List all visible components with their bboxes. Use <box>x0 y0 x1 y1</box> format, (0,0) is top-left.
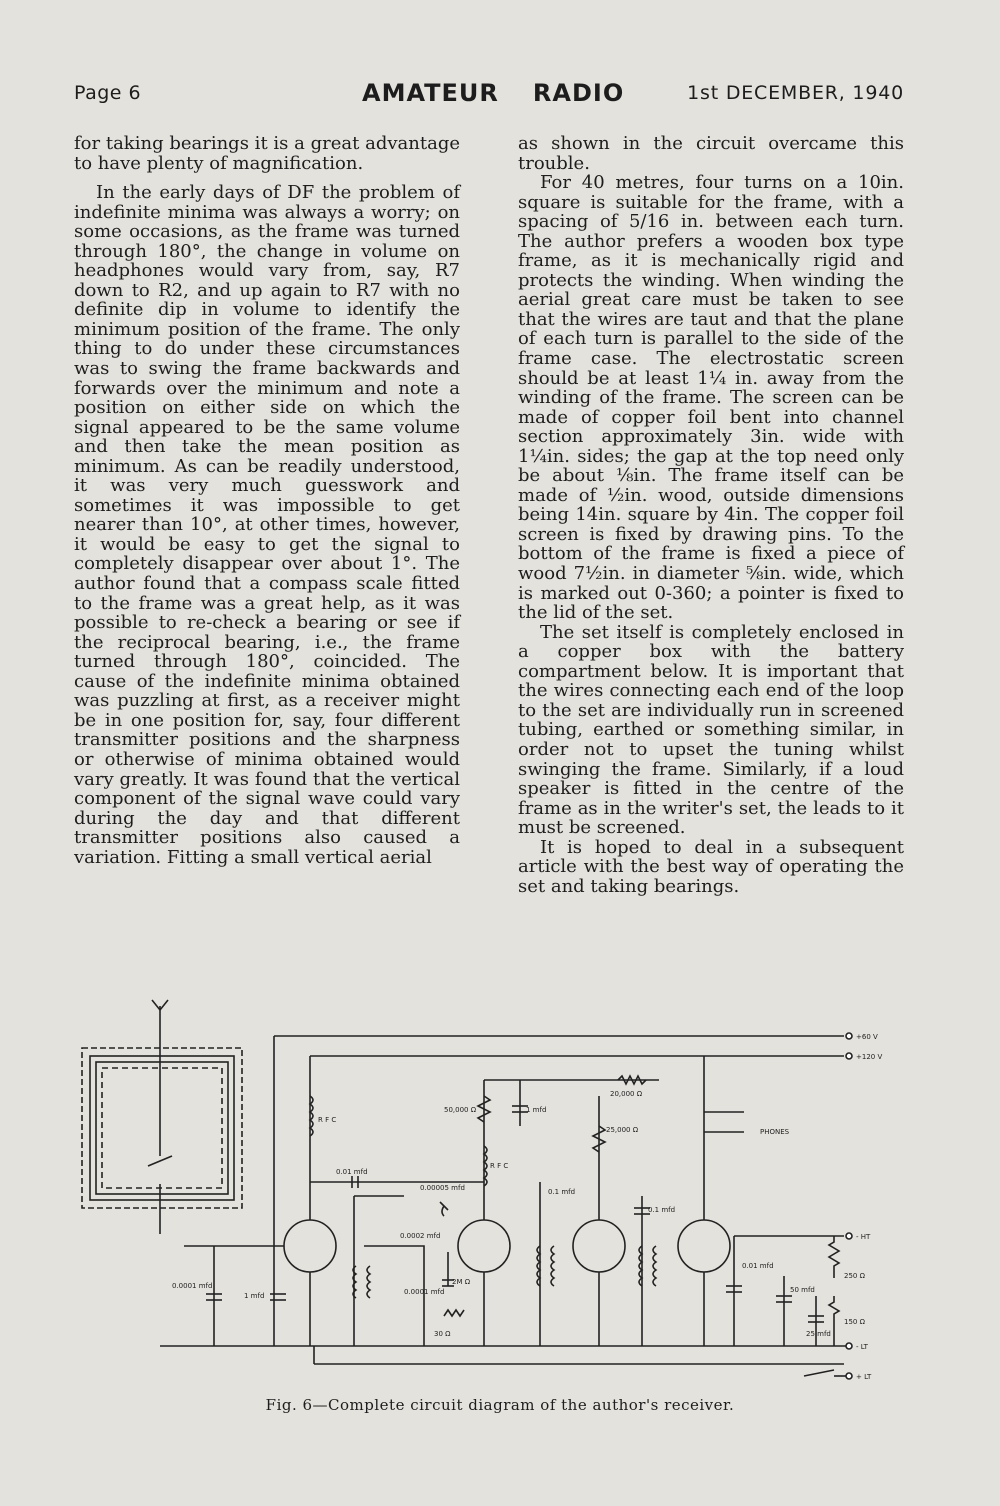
page-header <box>74 79 904 112</box>
label-phones: PHONES <box>760 1128 790 1136</box>
label-r25000: 25,000 Ω <box>606 1126 639 1134</box>
left-column <box>74 134 460 867</box>
label-c00002: 0.0002 mfd <box>400 1232 441 1240</box>
figure-caption: Fig. 6—Complete circuit diagram of the author's receiver. <box>265 1396 735 1414</box>
right-paragraph-3: The set itself is completely enclosed in a copper box with the battery compartment below. It is important that the wires connecting each end of the loop to the set are individually run in screened tubing, earthed or something similar, in order not to upset the tuning whilst swinging the frame. Similarly, if a loud speaker is fitted in the centre of the frame as in the writer's set, the leads to it must be screened. <box>518 621 904 839</box>
label-c001: 0.01 mfd <box>336 1168 368 1176</box>
label-c01a: 0.1 mfd <box>548 1188 576 1196</box>
label-c1mfd-top: 1 mfd <box>526 1106 547 1114</box>
label-c001b: 0.01 mfd <box>742 1262 774 1270</box>
title-word-1: AMATEUR <box>362 79 499 107</box>
left-paragraph-1: for taking bearings it is a great advantage to have plenty of magnification. <box>74 133 460 174</box>
label-r2m: 2M Ω <box>452 1278 471 1286</box>
label-r50000: 50,000 Ω <box>444 1106 477 1114</box>
label-minus-lt: - LT <box>856 1343 868 1351</box>
label-r150: 150 Ω <box>844 1318 865 1326</box>
label-rfc1: R F C <box>318 1116 337 1124</box>
label-r20000: 20,000 Ω <box>610 1090 643 1098</box>
right-paragraph-2: For 40 metres, four turns on a 10in. square is suitable for the frame, with a spacing of 5/16 in. between each turn. The author prefers a wooden box type frame, as it is mechanically rigid and protects the winding. When winding the aerial great care must be taken to see that the wires are taut and that the plane of each turn is parallel to the side of the frame case. The electrostatic screen should be at least 1¼ in. away from the winding of the frame. The screen can be made of copper foil bent into channel section approximately 3in. wide with 1¼in. sides; the gap at the top need only be about ⅛in. The frame itself can be made of ½in. wood, outside dimensions being 14in. square by 4in. The copper foil screen is fixed by drawing pins. To the bottom of the frame is fixed a piece of wood 7½in. in diameter ⅝in. wide, which is marked out 0-360; a pointer is fixed to the lid of the set. <box>518 172 904 624</box>
label-c25: 25 mfd <box>806 1330 831 1338</box>
circuit-diagram <box>74 996 914 1388</box>
label-c00005: 0.00005 mfd <box>420 1184 465 1192</box>
page-number: Page 6 <box>74 82 142 104</box>
label-plus-lt: + LT <box>856 1373 872 1381</box>
label-plus60: +60 V <box>856 1033 878 1041</box>
right-paragraph-4: It is hoped to deal in a subsequent article with the best way of operating the set and taking bearings. <box>518 836 904 897</box>
issue-date: 1st DECEMBER, 1940 <box>687 82 904 104</box>
label-rfc2: R F C <box>490 1162 509 1170</box>
label-r250: 250 Ω <box>844 1272 865 1280</box>
label-c01b: 0.1 mfd <box>648 1206 676 1214</box>
label-c00001b: 0.0001 mfd <box>404 1288 445 1296</box>
right-paragraph-1: as shown in the circuit overcame this trouble. <box>518 133 904 174</box>
title-word-2: RADIO <box>532 79 625 107</box>
label-minus-ht: - HT <box>856 1233 871 1241</box>
right-column <box>518 134 904 896</box>
label-plus120: +120 V <box>856 1053 883 1061</box>
label-r30: 30 Ω <box>434 1330 451 1338</box>
label-c50: 50 mfd <box>790 1286 815 1294</box>
magazine-title <box>362 79 624 107</box>
left-paragraph-2: In the early days of DF the problem of indefinite minima was always a worry; on some occasions, as the frame was turned through 180°, the change in volume on headphones would vary from, say, R7 down to R2, and up again to R7 with no definite dip in volume to identify the minimum position of the frame. The only thing to do under these circumstances was to swing the frame backwards and forwards over the minimum and note a position on either side on which the signal appeared to be the same volume and then take the mean position as minimum. As can be readily understood, it was very much guesswork and sometimes it was impossible to get nearer than 10°, at other times, however, it would be easy to get the signal to completely disappear over about 1°. The author found that a compass scale fitted to the frame was a great help, as it was possible to re-check a bearing or see if the reciprocal bearing, i.e., the frame turned through 180°, coincided. The cause of the indefinite minima obtained was puzzling at first, as a receiver might be in one position for, say, four different transmitter positions and the sharpness or otherwise of minima obtained would vary greatly. It was found that the vertical component of the signal wave could vary during the day and that different transmitter positions also caused a variation. Fitting a small vertical aerial <box>74 182 460 868</box>
label-c1mfd-left: 1 mfd <box>244 1292 265 1300</box>
label-c00001a: 0.0001 mfd <box>172 1282 213 1290</box>
